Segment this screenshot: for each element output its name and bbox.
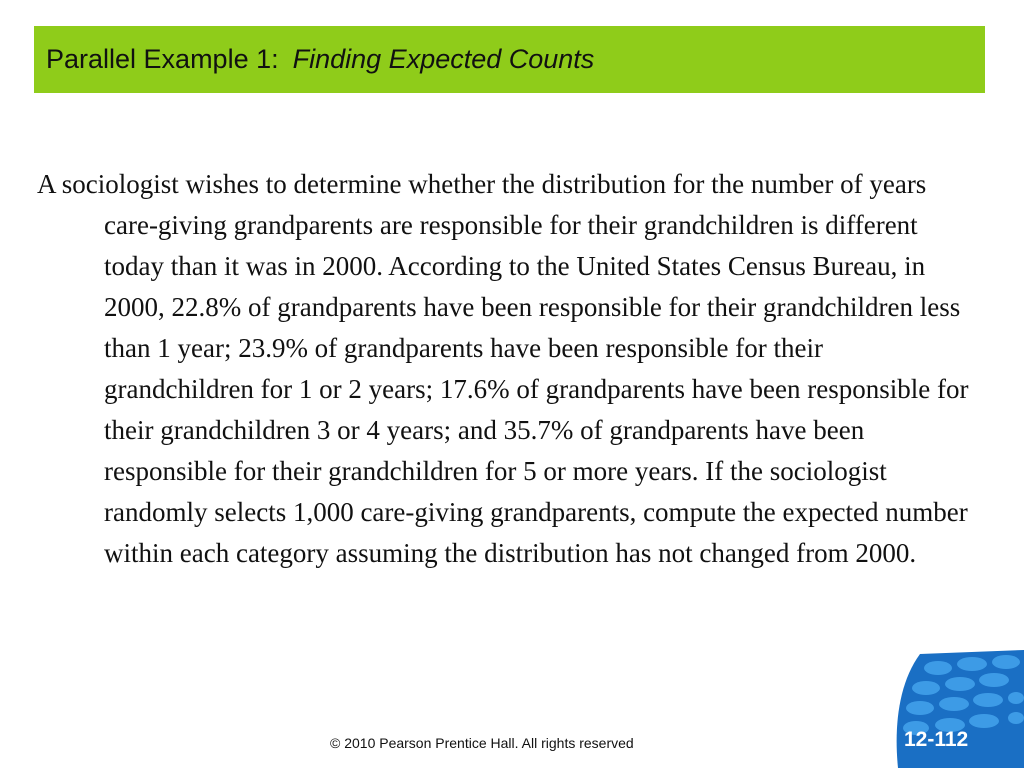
- copyright-footer: © 2010 Pearson Prentice Hall. All rights reserved: [330, 735, 634, 751]
- page-number: 12-112: [904, 728, 969, 751]
- slide-title-bar: [34, 26, 985, 93]
- slide-body-text: A sociologist wishes to determine whether the distribution for the number of years care-giving grandparents are responsible for their grandchildren is different today than it was in 2000. According to the United States Census Bureau, in 2000, 22.8% of grandparents have been responsible for their grandchildren less than 1 year; 23.9% of grandparents have been responsible for their grandchildren for 1 or 2 years; 17.6% of grandparents have been responsible for their grandchildren 3 or 4 years; and 35.7% of grandparents have been responsible for their grandchildren for 5 or more years. If the sociologist randomly selects 1,000 care-giving grandparents, compute the expected number within each category assuming the distribution has not changed from 2000.: [37, 169, 969, 568]
- slide-title: Parallel Example 1:: [46, 44, 279, 74]
- slide-subtitle: Finding Expected Counts: [292, 44, 595, 74]
